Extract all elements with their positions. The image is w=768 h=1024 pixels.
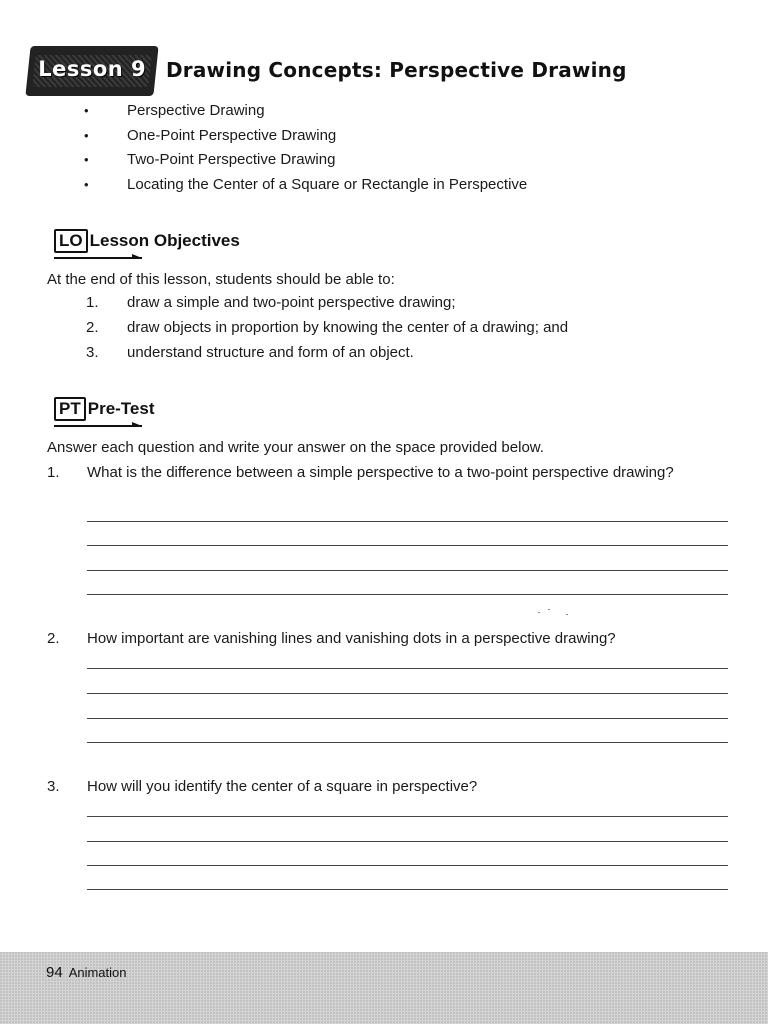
section-title: Pre-Test — [87, 399, 155, 418]
heading-underline — [54, 257, 142, 259]
pretest-instructions: Answer each question and write your answer on the space provided below. — [47, 439, 544, 456]
answer-line-3a[interactable] — [87, 816, 728, 817]
scan-speck — [548, 609, 550, 610]
answer-line-2c[interactable] — [87, 718, 728, 719]
answer-line-2a[interactable] — [87, 668, 728, 669]
answer-line-2b[interactable] — [87, 693, 728, 694]
answer-line-3b[interactable] — [87, 841, 728, 842]
scan-speck — [538, 612, 540, 613]
lesson-label: Lesson 9 — [38, 57, 147, 81]
question-2: 2. How important are vanishing lines and vanishing dots in a perspective drawing? — [47, 630, 616, 647]
lo-tag: LO — [54, 229, 88, 253]
lesson-title: Drawing Concepts: Perspective Drawing — [166, 58, 627, 82]
answer-line-1d[interactable] — [87, 594, 728, 595]
bullet-icon: • — [84, 127, 89, 143]
question-1: 1. What is the difference between a simple perspective to a two-point perspective drawing? — [47, 464, 674, 481]
section-title: Lesson Objectives — [89, 231, 240, 250]
answer-line-3c[interactable] — [87, 865, 728, 866]
objectives-intro: At the end of this lesson, students should be able to: — [47, 271, 395, 288]
bullet-icon: • — [84, 177, 89, 193]
question-3: 3. How will you identify the center of a square in perspective? — [47, 778, 478, 795]
objectives-heading — [54, 229, 240, 253]
bullet-icon: • — [84, 152, 89, 168]
answer-line-1c[interactable] — [87, 570, 728, 571]
answer-line-2d[interactable] — [87, 742, 728, 743]
page-number: 94 — [46, 964, 63, 981]
answer-line-1b[interactable] — [87, 545, 728, 546]
answer-line-3d[interactable] — [87, 889, 728, 890]
heading-underline — [54, 425, 142, 427]
footer-section: Animation — [68, 965, 127, 980]
answer-line-1a[interactable] — [87, 521, 728, 522]
footer-label — [46, 964, 127, 981]
lesson-badge — [25, 46, 158, 96]
page-footer — [0, 952, 768, 1024]
scan-speck — [566, 614, 568, 615]
bullet-icon: • — [84, 103, 89, 118]
pretest-heading — [54, 397, 155, 421]
pt-tag: PT — [54, 397, 86, 421]
